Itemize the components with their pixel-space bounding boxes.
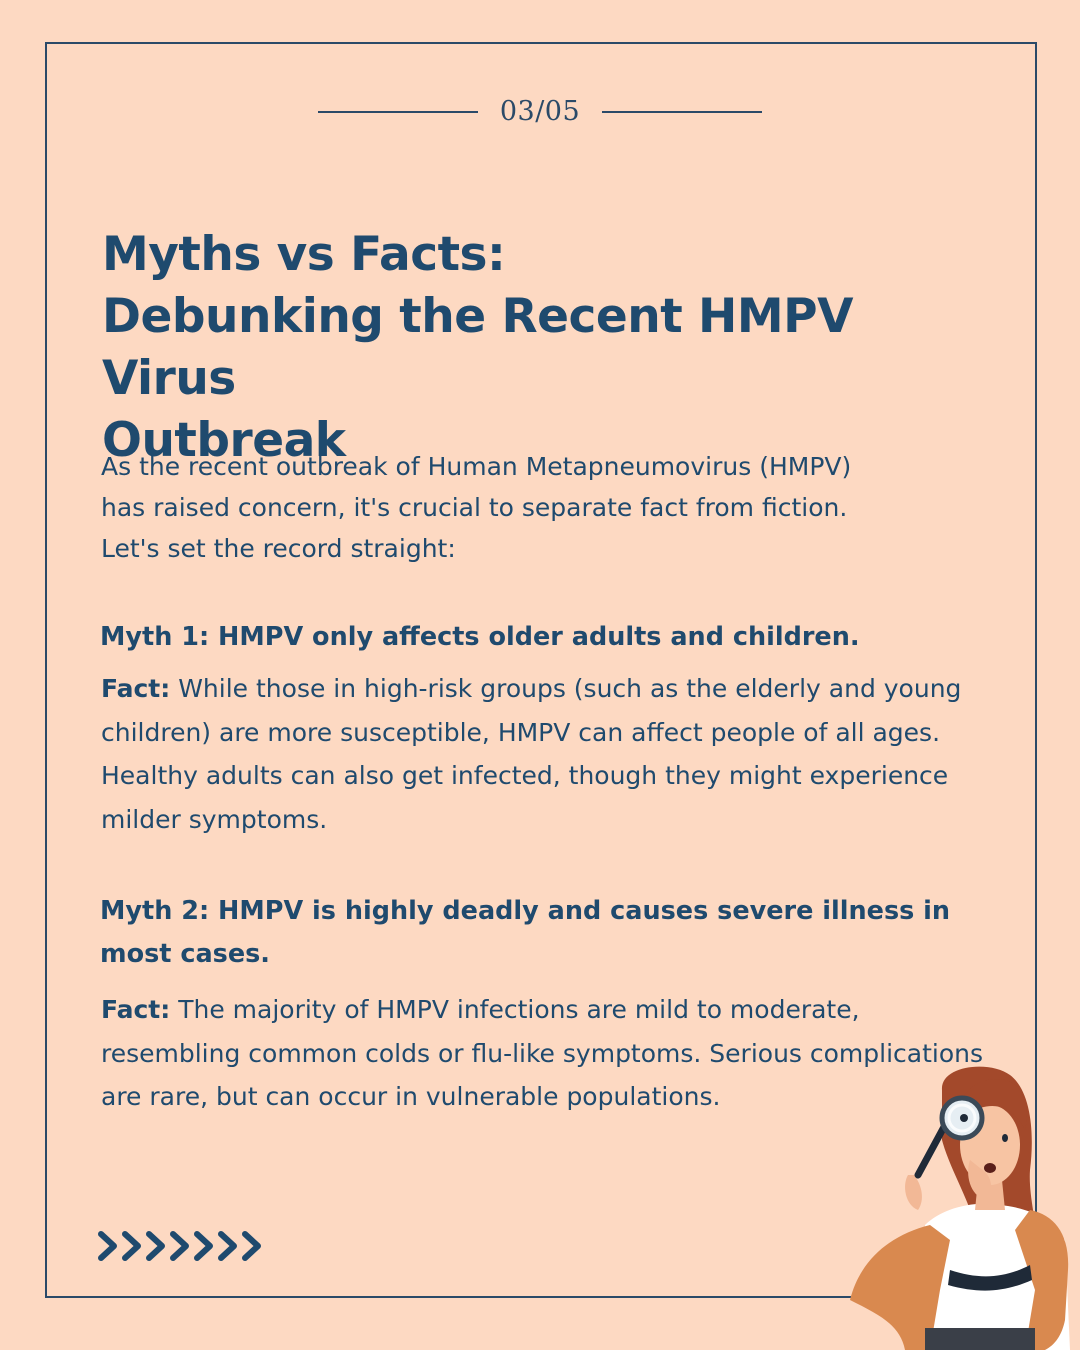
chevron-right-icon [168,1226,192,1266]
myth-1-heading: Myth 1: HMPV only affects older adults and children. [100,622,860,652]
title-line-1: Myths vs Facts: [102,227,506,282]
page-number: 03/05 [499,96,581,127]
chevron-right-icon [120,1226,144,1266]
chevron-right-icon [144,1226,168,1266]
title-line-3: Outbreak [102,413,346,468]
chevron-right-icon [96,1226,120,1266]
intro-paragraph: As the recent outbreak of Human Metapneumovirus (HMPV) has raised concern, it's crucial to separate fact from fiction. Let's set the record straight: [101,452,852,563]
fact-1-paragraph [101,667,996,841]
myth-2-heading: Myth 2: HMPV is highly deadly and causes severe illness in most cases. [100,896,951,969]
fact-1-label: Fact: [101,674,171,703]
next-arrows[interactable] [96,1226,264,1266]
chevron-right-icon [192,1226,216,1266]
page-counter [0,96,1080,127]
chevron-right-icon [216,1226,240,1266]
fact-2-label: Fact: [101,995,171,1024]
divider-right [602,111,762,113]
woman-with-magnifying-glass-icon [830,1060,1080,1350]
divider-left [318,111,478,113]
chevron-right-icon [240,1226,264,1266]
page-title [102,224,1002,472]
fact-1-text: While those in high-risk groups (such as the elderly and young children) are more susceptible, HMPV can affect people of all ages. Healthy adults can also get infected, though they might experience milder symptoms. [101,674,962,834]
fact-2-text: The majority of HMPV infections are mild to moderate, resembling common colds or flu-like symptoms. Serious complications are rare, but can occur in vulnerable populations. [101,995,984,1111]
title-line-2: Debunking the Recent HMPV Virus [102,289,853,406]
